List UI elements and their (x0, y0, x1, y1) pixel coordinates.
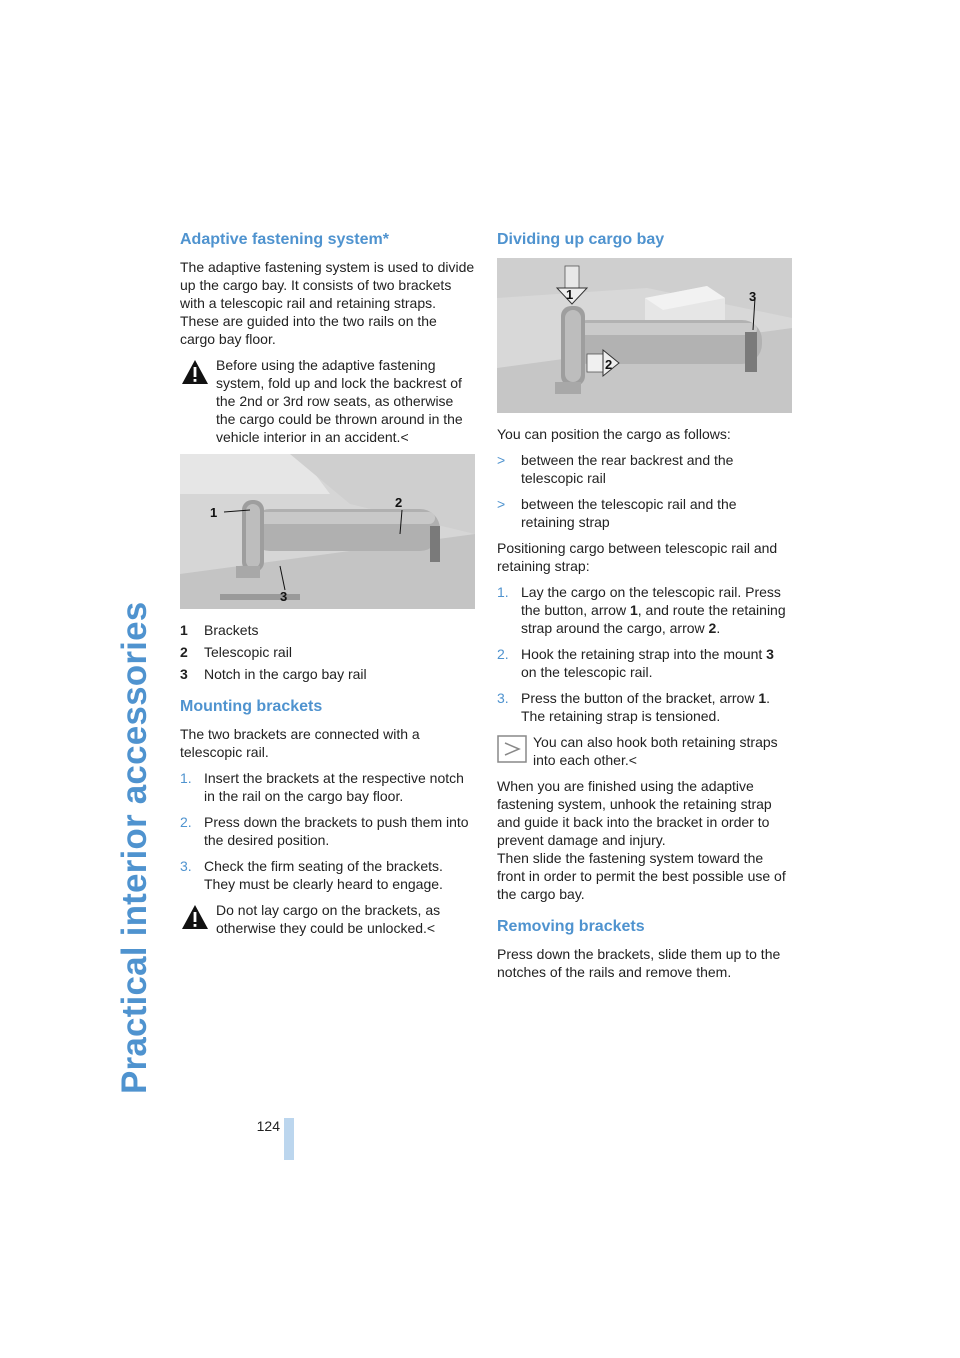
step-item (180, 813, 475, 849)
bullet-mark: > (497, 452, 506, 468)
step-num: 3. (180, 858, 192, 874)
step-text: Check the firm seating of the brackets. They must be clearly heard to engage. (204, 858, 443, 892)
step-item (180, 769, 475, 805)
step-text: Press the button of the bracket, arrow 1. The retaining strap is tensioned. (521, 690, 771, 724)
figure-label-2: 2 (605, 357, 613, 372)
bracket-illustration (180, 454, 475, 609)
info-note-text: You can also hook both retaining straps into each other. (533, 734, 778, 768)
legend-text: Telescopic rail (204, 644, 292, 660)
slide-paragraph: Then slide the fastening system toward the front in order to permit the best possible use of the cargo bay. (497, 850, 786, 902)
side-section-title: Practical interior accessories (115, 601, 154, 1094)
warning-2-text: Do not lay cargo on the brackets, as otherwise they could be unlocked. (216, 902, 441, 936)
intro-paragraph: The adaptive fastening system is used to divide up the cargo bay. It consists of two brackets with a telescopic rail and retaining straps. These are guided into the two rails on the cargo bay floor. (180, 259, 475, 347)
mount-steps (180, 769, 475, 893)
figure-dividing-cargo (497, 258, 792, 413)
step-item (497, 689, 792, 725)
figure-label-3: 3 (749, 289, 757, 304)
figure-label-1: 1 (210, 505, 218, 520)
page-number: 124 (256, 1118, 280, 1134)
finish-paragraph: When you are finished using the adaptive fastening system, unhook the retaining strap and guide it back into the bracket in order to prevent damage and injury. (497, 778, 772, 848)
right-column (497, 230, 792, 989)
heading-removing-brackets: Removing brackets (497, 918, 645, 935)
step-item (497, 645, 792, 681)
figure-legend (180, 621, 475, 683)
warning-note-2 (180, 901, 475, 937)
figure-brackets-rail (180, 454, 475, 609)
figure-label-3: 3 (280, 589, 288, 604)
figure-label-1: 1 (566, 287, 574, 302)
step-item (180, 857, 475, 893)
step-item (497, 583, 792, 637)
end-mark: < (628, 752, 637, 768)
legend-text: Brackets (204, 622, 259, 638)
warning-note-1 (180, 356, 475, 446)
heading-mounting-brackets: Mounting brackets (180, 698, 323, 715)
cargo-illustration (497, 258, 792, 413)
legend-num: 3 (180, 666, 188, 682)
info-note (497, 733, 792, 769)
legend-text: Notch in the cargo bay rail (204, 666, 367, 682)
mount-intro: The two brackets are connected with a telescopic rail. (180, 726, 420, 760)
positioning-title: Positioning cargo between telescopic rail and retaining strap: (497, 540, 778, 574)
heading-adaptive-fastening: Adaptive fastening system* (180, 231, 389, 248)
end-mark: < (400, 429, 409, 445)
bullet-item (497, 451, 792, 487)
figure-label-2: 2 (395, 495, 403, 510)
warning-1-text: Before using the adaptive fastening system, fold up and lock the backrest of the 2nd or 3rd row seats, as otherwise the cargo could be thrown around in the vehicle interior in an accident. (216, 357, 463, 445)
bullet-mark: > (497, 496, 506, 512)
left-column (180, 230, 475, 945)
bullet-item (497, 495, 792, 531)
remove-paragraph: Press down the brackets, slide them up to the notches of the rails and remove them. (497, 946, 781, 980)
legend-num: 1 (180, 622, 188, 638)
positioning-steps (497, 583, 792, 725)
warning-triangle-icon (180, 358, 210, 386)
heading-dividing-cargo-bay: Dividing up cargo bay (497, 231, 665, 248)
step-num: 1. (497, 584, 509, 600)
warning-triangle-icon (180, 903, 210, 931)
step-text: Lay the cargo on the telescopic rail. Press the button, arrow 1, and route the retaining strap around the cargo, arrow 2. (521, 584, 786, 636)
step-text: Hook the retaining strap into the mount 3 on the telescopic rail. (521, 646, 774, 680)
step-num: 2. (497, 646, 509, 662)
step-num: 1. (180, 770, 192, 786)
legend-num: 2 (180, 644, 188, 660)
note-arrow-icon (497, 735, 527, 763)
legend-item (180, 665, 475, 683)
step-text: Press down the brackets to push them into the desired position. (204, 814, 469, 848)
bullet-text: between the telescopic rail and the retaining strap (521, 496, 737, 530)
legend-item (180, 643, 475, 661)
step-text: Insert the brackets at the respective notch in the rail on the cargo bay floor. (204, 770, 464, 804)
page-marker-bar (284, 1118, 294, 1160)
position-intro: You can position the cargo as follows: (497, 426, 731, 442)
bullet-text: between the rear backrest and the telescopic rail (521, 452, 734, 486)
legend-item (180, 621, 475, 639)
end-mark: < (426, 920, 436, 936)
position-options (497, 451, 792, 531)
step-num: 2. (180, 814, 192, 830)
step-num: 3. (497, 690, 509, 706)
